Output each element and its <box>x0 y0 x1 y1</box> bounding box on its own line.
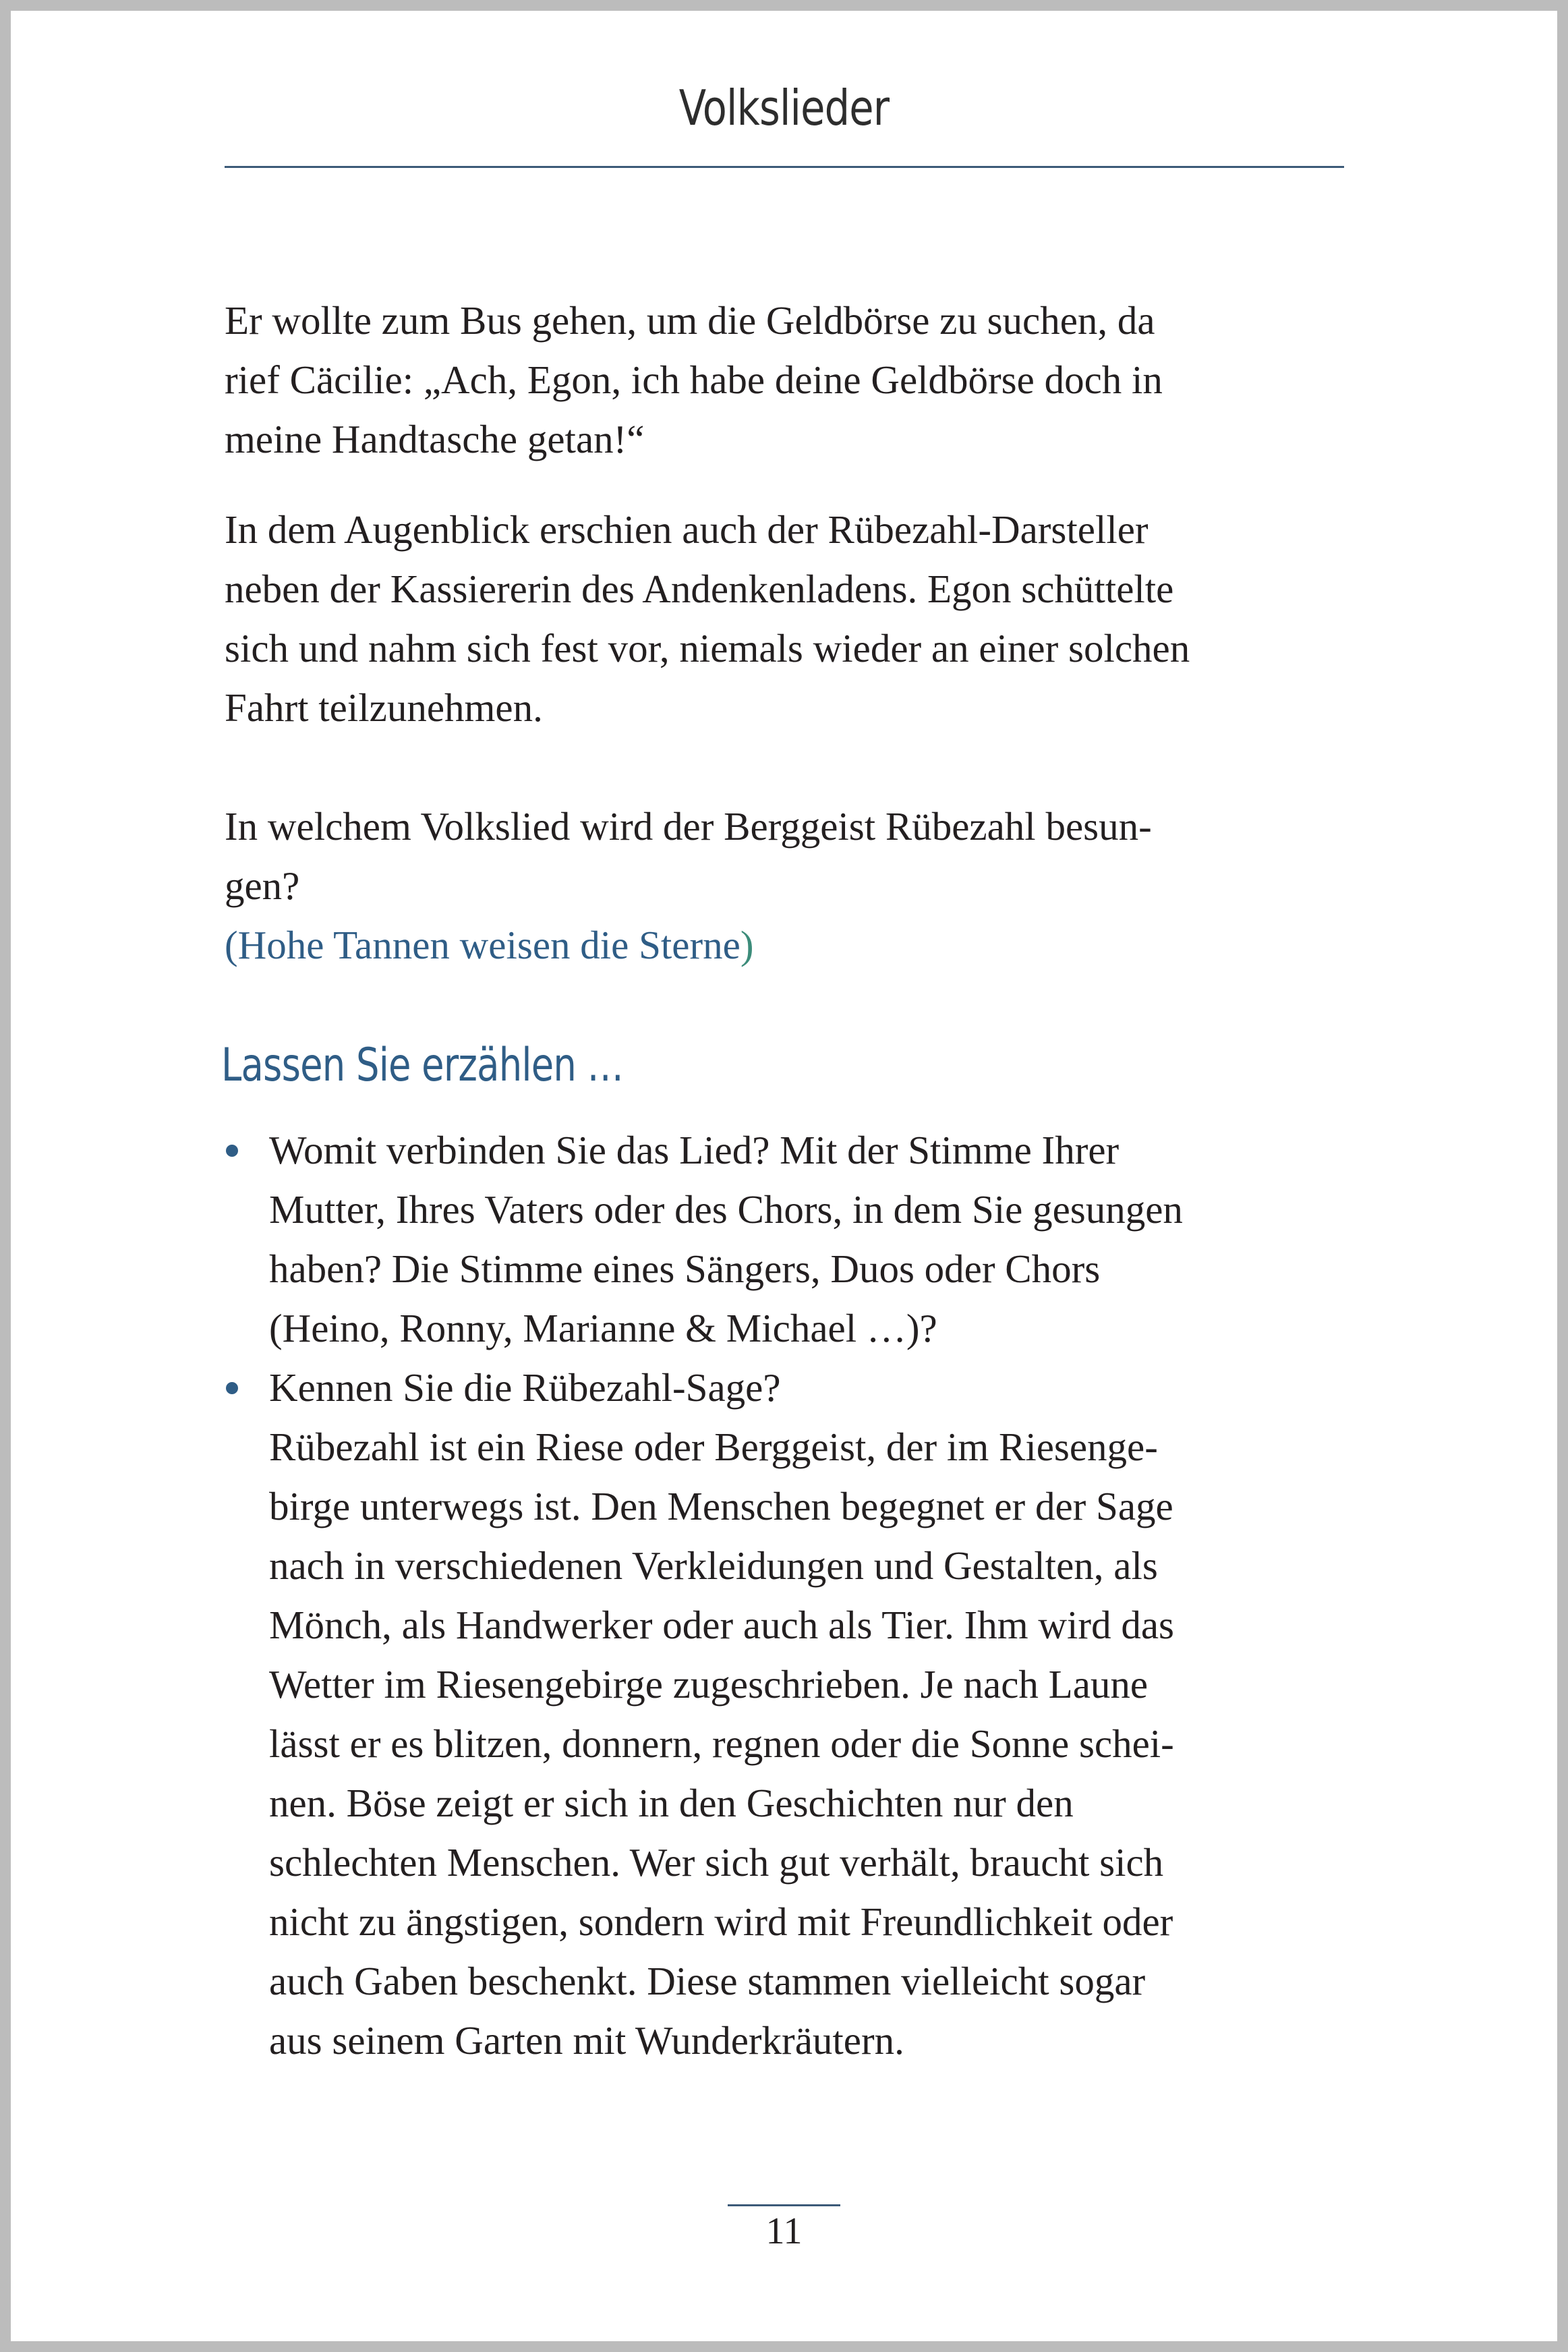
text-line: neben der Kassiererin des Andenkenladens. Egon schüttelte <box>225 567 1174 611</box>
text-line: Wetter im Riesengebirge zugeschrieben. Je nach Laune <box>269 1662 1149 1706</box>
text-line: Fahrt teilzunehmen. <box>225 685 543 730</box>
text-line: lässt er es blitzen, donnern, regnen oder die Sonne schei- <box>269 1721 1174 1766</box>
text-line: aus seinem Garten mit Wunderkräutern. <box>269 2018 904 2063</box>
text-line: sich und nahm sich fest vor, niemals wieder an einer solchen <box>225 626 1190 670</box>
discussion-list <box>225 1120 1371 2070</box>
page-number: 11 <box>765 2210 803 2252</box>
text-line: Rübezahl ist ein Riese oder Berggeist, der im Riesenge- <box>269 1425 1158 1469</box>
answer-close-paren: ) <box>740 923 754 967</box>
text-line: nach in verschiedenen Verkleidungen und Gestalten, als <box>269 1543 1158 1588</box>
story-paragraph-2 <box>225 500 1358 737</box>
text-line: nicht zu ängstigen, sondern wird mit Freundlichkeit oder <box>269 1899 1173 1944</box>
quiz-answer <box>225 915 1358 975</box>
text-line: meine Handtasche getan!“ <box>225 417 645 461</box>
text-line: rief Cäcilie: „Ach, Egon, ich habe deine Geldbörse doch in <box>225 357 1163 402</box>
text-line: birge unterwegs ist. Den Menschen begegnet er der Sage <box>269 1484 1173 1528</box>
quiz-question <box>225 797 1358 975</box>
text-line: haben? Die Stimme eines Sängers, Duos oder Chors <box>269 1246 1101 1291</box>
header-rule <box>225 166 1344 168</box>
question-line: gen? <box>225 863 300 908</box>
text-line: (Heino, Ronny, Marianne & Michael …)? <box>269 1306 937 1350</box>
text-line: Kennen Sie die Rübezahl-Sage? <box>269 1365 781 1410</box>
section-title: Lassen Sie erzählen … <box>221 1039 624 1092</box>
bullet-icon <box>226 1145 238 1157</box>
text-line: auch Gaben beschenkt. Diese stammen vielleicht sogar <box>269 1959 1146 2003</box>
answer-text: (Hohe Tannen weisen die Sterne <box>225 923 741 967</box>
list-item <box>225 1358 1371 2070</box>
bullet-icon <box>226 1382 238 1394</box>
text-line: Mönch, als Handwerker oder auch als Tier. Ihm wird das <box>269 1603 1174 1647</box>
running-head: Volkslieder <box>678 80 890 136</box>
text-line: In dem Augenblick erschien auch der Rübezahl-Darsteller <box>225 507 1149 552</box>
story-paragraph-1 <box>225 291 1358 469</box>
text-line: schlechten Menschen. Wer sich gut verhält, braucht sich <box>269 1840 1164 1885</box>
list-item <box>225 1120 1371 1358</box>
text-line: Womit verbinden Sie das Lied? Mit der Stimme Ihrer <box>269 1128 1120 1172</box>
text-line: Mutter, Ihres Vaters oder des Chors, in dem Sie gesungen <box>269 1187 1183 1232</box>
text-line: nen. Böse zeigt er sich in den Geschichten nur den <box>269 1781 1074 1825</box>
text-line: Er wollte zum Bus gehen, um die Geldbörse zu suchen, da <box>225 298 1155 343</box>
question-line: In welchem Volkslied wird der Berggeist Rübezahl besun- <box>225 804 1152 849</box>
